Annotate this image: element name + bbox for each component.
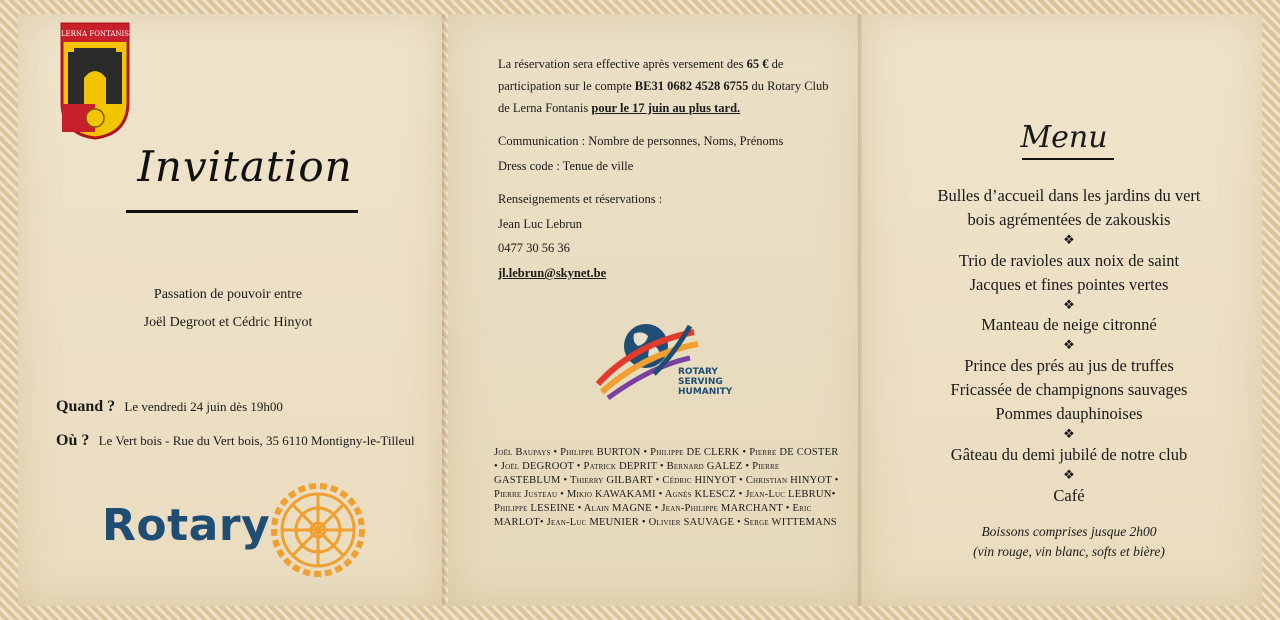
invitation-title: Invitation bbox=[137, 142, 353, 191]
title-underline bbox=[126, 210, 358, 213]
passation-line-2: Joël Degroot et Cédric Hinyot bbox=[143, 315, 313, 330]
when-line bbox=[56, 398, 283, 416]
menu-line: Gâteau du demi jubilé de notre club bbox=[950, 444, 1188, 464]
reservation-paragraph bbox=[498, 54, 838, 120]
menu-line: bois agrémentées de zakouskis bbox=[967, 209, 1171, 229]
drinks-line-2: (vin rouge, vin blanc, softs et bière) bbox=[973, 544, 1165, 560]
communication-line: Communication : Nombre de personnes, Noms, Prénoms bbox=[498, 134, 784, 148]
menu-list bbox=[874, 184, 1264, 508]
serving-text-1: ROTARY bbox=[678, 367, 718, 377]
menu-line: Fricassée de champignons sauvages bbox=[950, 380, 1188, 400]
serving-text-2: SERVING bbox=[678, 377, 723, 387]
separator-icon: ❖ bbox=[1063, 466, 1075, 482]
menu-panel bbox=[864, 14, 1262, 606]
menu-line: Manteau de neige citronné bbox=[981, 315, 1157, 335]
menu-title-underline bbox=[1022, 158, 1114, 160]
rotary-logo-text: Rotary bbox=[102, 500, 271, 551]
reservation-deadline: pour le 17 juin au plus tard. bbox=[591, 100, 741, 115]
contact-email-link[interactable]: jl.lebrun@skynet.be bbox=[498, 266, 607, 280]
reservation-text-1: La réservation sera effective après versement des bbox=[498, 57, 747, 71]
separator-icon: ❖ bbox=[1063, 296, 1075, 312]
separator-icon: ❖ bbox=[1063, 231, 1075, 247]
where-label: Où ? bbox=[56, 432, 90, 449]
lerna-fontanis-crest-icon bbox=[60, 22, 130, 140]
dress-code-line: Dress code : Tenue de ville bbox=[498, 159, 634, 173]
rotary-serving-humanity-logo-icon bbox=[594, 314, 734, 406]
menu-line: Café bbox=[1053, 485, 1085, 505]
when-label: Quand ? bbox=[56, 398, 116, 415]
menu-title: Menu bbox=[1020, 120, 1108, 155]
separator-icon: ❖ bbox=[1063, 337, 1075, 353]
price-amount: 65 € bbox=[746, 57, 769, 71]
svg-text:LERNA FONTANIS: LERNA FONTANIS bbox=[60, 30, 130, 38]
when-value: Le vendredi 24 juin dès 19h00 bbox=[124, 399, 283, 414]
reservation-text-2: de participation sur le compte bbox=[498, 57, 784, 93]
menu-line: Trio de ravioles aux noix de saint bbox=[958, 250, 1180, 270]
bank-account: BE31 0682 4528 6755 bbox=[634, 78, 749, 93]
contact-phone: 0477 30 56 36 bbox=[498, 241, 570, 255]
separator-icon: ❖ bbox=[1063, 426, 1075, 442]
drinks-note bbox=[904, 522, 1234, 563]
menu-line: Jacques et fines pointes vertes bbox=[969, 274, 1169, 294]
member-list: Joël Baupays • Philippe BURTON • Philippe DE CLERK • Pierre DE COSTER • Joël DEGROOT • Patrick DEPRIT • Bernard GALEZ • Pierre GASTEBLUM • Thierry GILBART • Cédric HINYOT • Christian HINYOT • Pierre Justeau • Mikio KAWAKAMI • Agnès KLESCZ • Jean-Luc LEBRUN• Philippe LESEINE • Alain MAGNE • Jean-Philippe MARCHANT • Eric MARLOT• Jean-Luc MEUNIER • Olivier SAUVAGE • Serge WITTEMANS bbox=[494, 447, 839, 529]
where-line bbox=[56, 432, 415, 450]
rotary-wheel-icon bbox=[268, 480, 368, 580]
invitation-cover-panel bbox=[18, 14, 442, 606]
menu-line: Bulles d’accueil dans les jardins du vert bbox=[937, 186, 1201, 205]
contact-name: Jean Luc Lebrun bbox=[498, 217, 582, 231]
where-value: Le Vert bois - Rue du Vert bois, 35 6110 Montigny-le-Tilleul bbox=[98, 433, 415, 448]
drinks-line-1: Boissons comprises jusque 2h00 bbox=[981, 524, 1157, 539]
passation-line-1: Passation de pouvoir entre bbox=[153, 287, 303, 302]
contact-heading: Renseignements et réservations : bbox=[498, 192, 663, 206]
reservation-panel bbox=[448, 14, 864, 606]
reservation-text-3: du Rotary Club de Lerna Fontanis bbox=[498, 78, 829, 115]
contact-email[interactable] bbox=[498, 267, 838, 281]
menu-line: Prince des prés au jus de truffes bbox=[964, 356, 1174, 376]
serving-text-3: HUMANITY bbox=[678, 387, 733, 397]
menu-line: Pommes dauphinoises bbox=[995, 404, 1143, 424]
